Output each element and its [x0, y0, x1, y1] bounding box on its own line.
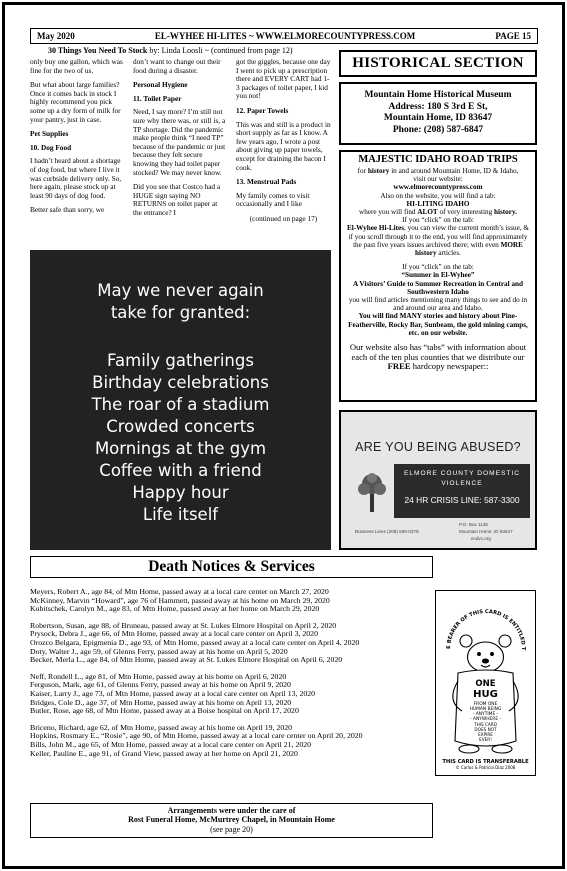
list-item: Becker, Merla L., age 84, of Mtn Home, passed away at St. Lukes Elmore Hospital on April 6, 2020 [30, 655, 343, 665]
list-item: Robertson, Susan, age 88, of Bruneau, passed away at St. Lukes Elmore Hospital on April 2, 2020 [30, 620, 337, 630]
death-notices-list [30, 588, 430, 766]
notice-group [30, 588, 430, 614]
website-link[interactable]: www.elmorecountypress.com [393, 183, 483, 192]
notice-group [30, 622, 430, 666]
historical-section-title: HISTORICAL SECTION [339, 50, 537, 77]
museum-phone: Phone: (208) 587-6847 [392, 124, 484, 135]
hug-card-exp1: THIS CARD [474, 722, 497, 727]
arrangements-line-1: Arrangements were under the care of [167, 806, 296, 815]
list-item: Orozco Belgara, Epigmenia D., age 93, of Mtn Home, passed away at a local care center on April 4, 2020 [30, 638, 360, 648]
list-item: Ferguson, Mark, age 61, of Glenns Ferry, passed away at his home on April 9, 2020 [30, 680, 291, 690]
list-item: Meyers, Robert A., age 84, of Mtn Home, passed away at a local care center on March 27, 2020 [30, 587, 329, 596]
article-paragraph: My family comes to visit occasionally and I like [236, 190, 310, 209]
poster-title-line-1: May we never again [97, 281, 264, 300]
notice-group [30, 724, 430, 759]
list-item: Kubitschek, Carolyn M., age 83, of Mtn Home, passed away at her home on March 29, 2020 [30, 604, 320, 614]
article-paragraph: only buy one gallon, which was fine for the two of us. [30, 57, 123, 75]
museum-address: Address: 180 S 3rd E St, [388, 101, 488, 112]
poster-item: Birthday celebrations [92, 373, 269, 392]
list-item: McKinney, Marvin “Howard”, age 76 of Hammett, passed away at his home on March 29, 2020 [30, 595, 330, 605]
trips-line-6: El-Wyhee Hi-Lites, you can view the current month’s issue, & if you scroll through it to the end, you will find approximately the past five years issues archived there; with even MORE history articles. [347, 224, 529, 258]
ad-crisis-band [394, 464, 530, 518]
road-trips-box [339, 150, 537, 402]
poster-item: Coffee with a friend [99, 461, 262, 480]
arrangements-line-2: Rost Funeral Home, McMurtrey Chapel, in Mountain Home [128, 815, 335, 825]
poster-item: Family gatherings [107, 351, 254, 370]
never-take-for-granted-poster [30, 250, 331, 550]
ad-org-line-1: ELMORE COUNTY DOMESTIC [403, 470, 521, 477]
trips-line-2: visit our website: [413, 175, 463, 184]
tab-hi-liting-idaho[interactable]: HI-LITING IDAHO [406, 199, 470, 208]
list-item: Doty, Walter J., age 59, of Glenns Ferry, passed away at his home on April 5, 2020 [30, 646, 288, 656]
article-byline: by: Linda Loosli ~ (continued from page 12) [147, 46, 293, 55]
hug-card-exp4: EVER! [479, 737, 492, 742]
header-masthead: EL-WYHEE HI-LITES ~ WWW.ELMORECOUNTYPRESS.COM [154, 31, 416, 41]
domestic-violence-ad [339, 410, 537, 550]
article-subheading: Personal Hygiene [133, 80, 188, 90]
trips-line-1: for history in and around Mountain Home, ID & Idaho, [357, 167, 519, 175]
ad-business-line: Business Lines (208) 590-0379 [355, 529, 419, 534]
article-paragraph: don’t want to change out their food during a disaster. [133, 57, 221, 75]
ad-city: Mountain Home, ID 83647 [459, 529, 513, 534]
trips-line-8: you will find articles mentioning many things to see and do in and around our area and Idaho. [348, 296, 528, 313]
article-paragraph: This was and still is a product in short supply as far as I know. A few years ago, I wrote a post about giving up paper towels, except for draining the bacon I cook. [236, 119, 331, 172]
hug-card-human: HUMAN BEING [469, 707, 502, 712]
tab-summer-in-el-wyhee[interactable]: “Summer in El-Wyhee” [401, 271, 475, 280]
trips-line-7: If you “click” on the tab: [402, 263, 474, 272]
hug-card-hug: HUG [473, 689, 498, 700]
article-paragraph: got the giggles, because one day I went to pick up a prescription there and EVERY CART had 1-3 packages of toilet paper, I kid you not! [236, 57, 331, 101]
list-item: Kaiser, Larry J., age 73, of Mtn Home, passed away at a local care center on April 13, 2020 [30, 689, 316, 699]
list-item: Butler, Rose, age 68, of Mtn Home, passed away at a Boise hospital on April 17, 2020 [30, 706, 299, 716]
article-subheading: Pet Supplies [30, 129, 69, 139]
hug-card-copyright: © Carlos & Patricia Diaz 2008 [455, 765, 516, 770]
list-item: Hopkins, Rosmary E., “Rosie”, age 90, of Mtn Home, passed away at a local care center on April 20, 2020 [30, 731, 363, 741]
hug-card [435, 590, 536, 776]
hug-card-exp2: DOES NOT [474, 727, 497, 732]
list-item: Bridges, Cole D., age 37, of Mtn Home, passed away at his home on April 13, 2020 [30, 697, 292, 707]
continued-note: (continued on page 17) [249, 213, 318, 223]
hug-card-transfer: THIS CARD IS TRANSFERABLE [442, 759, 529, 765]
road-trips-title: MAJESTIC IDAHO ROAD TRIPS [358, 154, 518, 165]
hug-card-anytime: - ANYTIME - [472, 712, 499, 717]
article-subheading: 10. Dog Food [30, 142, 72, 152]
museum-info-box [339, 82, 537, 145]
tree-icon [355, 470, 389, 514]
article-subheading: 12. Paper Towels [236, 105, 289, 115]
ad-crisis-line: 24 HR CRISIS LINE: 587-3300 [404, 495, 520, 505]
article-paragraph: But what about large families? Once it comes back in stock I highly recommend you pick some up a dry form of milk for your pantry, just in case. [30, 80, 121, 124]
trips-line-5: If you “click” on the tab: [402, 216, 474, 225]
article-title: 30 Things You Need To Stock [48, 46, 148, 55]
header-date: May 2020 [37, 31, 75, 41]
hug-card-arc-text: E BEARER OF THIS CARD IS ENTITLED T [445, 608, 527, 651]
article-column-2 [133, 58, 228, 224]
list-item: Prysock, Debra J., age 66, of Mtn Home, passed away at a local care center on April 3, 2020 [30, 629, 318, 639]
hug-card-from: FROM ONE [473, 702, 498, 707]
ad-po-box: P.O. Box 1136 [459, 522, 488, 527]
trips-line-10: Our website also has “tabs” with information about each of the ten plus counties that we distribute our FREE hardcopy newspaper:: [349, 342, 527, 372]
ad-org-line-2: VIOLENCE [441, 480, 483, 487]
header-page-number: PAGE 15 [495, 31, 531, 41]
ad-web: ecdvc.org [471, 536, 491, 541]
notice-group [30, 673, 430, 717]
ad-question: ARE YOU BEING ABUSED? [355, 440, 521, 454]
article-column-1 [30, 58, 125, 221]
hug-card-art [436, 591, 535, 775]
death-notices-title: Death Notices & Services [30, 556, 433, 578]
article-paragraph: Did you see that Costco had a HUGE sign saying NO RETURNS on toilet paper at the entrance? I [133, 182, 221, 217]
article-paragraph: Need, I say more? I’m still not sure why there was, or still is, a TP shortage. Did the pandemic make people think “I need TP” because of the pandemic or just because they felt secure knowing they had toilet paper stocked? We may never know. [133, 107, 226, 177]
list-item: Keller, Pauline E., age 91, of Grand View, passed away at her home on April 21, 2020 [30, 748, 298, 758]
poster-title [30, 280, 331, 324]
poster-title-line-2: take for granted: [110, 303, 251, 322]
poster-item: Life itself [142, 505, 219, 524]
arrangements-line-3: (see page 20) [210, 824, 253, 834]
summer-guide-subtitle: A Visitors’ Guide to Summer Recreation in Central and Southwestern Idaho [352, 279, 524, 296]
article-column-3 [236, 58, 331, 230]
hug-card-anywhere: - ANYWHERE - [469, 717, 502, 722]
museum-name: Mountain Home Historical Museum [364, 90, 512, 100]
trips-line-9: You will find MANY stories and history about Pine-Featherville, Rocky Bar, Sunbeam, the gold mining camps, etc. on our website. [348, 312, 528, 337]
arrangements-box [30, 803, 433, 838]
article-heading [48, 46, 293, 55]
list-item: Briceno, Richard, age 62, of Mtn Home, passed away at his home on April 19, 2020 [30, 722, 293, 732]
article-subheading: 13. Menstrual Pads [236, 177, 297, 187]
article-paragraph: Better safe than sorry, we [30, 205, 105, 215]
poster-item: The roar of a stadium [91, 395, 270, 414]
list-item: Neff, Rondell L., age 81, of Mtn Home, passed away at his home on April 6, 2020 [30, 671, 287, 681]
museum-city: Mountain Home, ID 83647 [383, 113, 493, 123]
poster-item: Mornings at the gym [94, 439, 267, 458]
poster-item: Happy hour [132, 483, 229, 502]
hug-card-one: ONE [475, 679, 496, 689]
article-paragraph: I hadn’t heard about a shortage of dog food, but where I live it was curbside delivery only. So, here again, please stock up at least 90 days of dog food. [30, 156, 122, 200]
trips-line-4: where you will find ALOT of very interesting history. [359, 208, 517, 217]
article-subheading: 11. Toilet Paper [133, 93, 182, 103]
hug-card-exp3: EXPIRE [478, 732, 493, 737]
list-item: Bills, John M., age 65, of Mtn Home, passed away at a local care center on April 21, 2020 [30, 740, 312, 750]
poster-item: Crowded concerts [106, 417, 255, 436]
page-header [30, 28, 538, 44]
trips-line-3: Also on the website, you will find a tab: [380, 191, 496, 200]
